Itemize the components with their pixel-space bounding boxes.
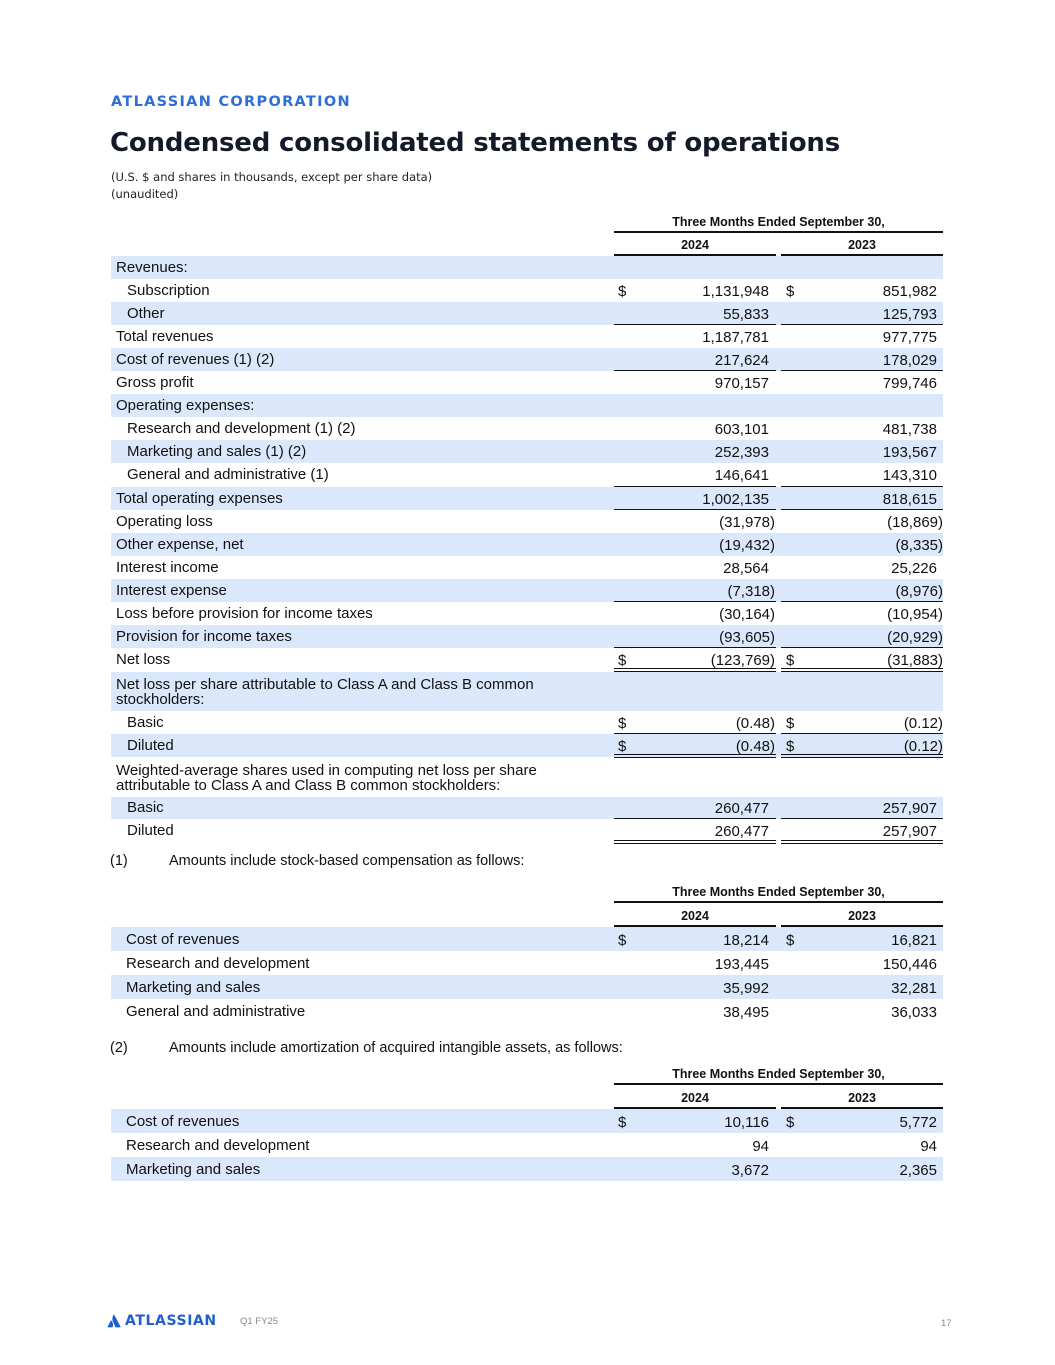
page-title: Condensed consolidated statements of operations: [110, 128, 841, 158]
currency-symbol: $: [786, 738, 795, 755]
row-label: Interest expense: [116, 582, 227, 599]
value-2023: 257,907: [882, 800, 937, 817]
value-2023: 150,446: [882, 956, 937, 973]
row-label: Operating loss: [116, 513, 213, 530]
table-row: [111, 394, 943, 417]
value-2023: 977,775: [882, 329, 937, 346]
row-label: Total operating expenses: [116, 490, 283, 507]
table-row: [111, 1157, 943, 1181]
table-row: [111, 256, 943, 279]
footnote-text: Amounts include stock-based compensation as follows:: [169, 853, 525, 869]
row-label: Cost of revenues (1) (2): [116, 351, 275, 368]
company-name: ATLASSIAN CORPORATION: [111, 94, 351, 110]
footer-logo: [107, 1313, 217, 1329]
row-label: Diluted: [127, 822, 174, 839]
value-2024: (30,164): [719, 606, 775, 623]
value-2023: 5,772: [899, 1114, 937, 1131]
row-label: Net loss per share attributable to Class A and Class B common: [116, 676, 534, 693]
row-label: Research and development (1) (2): [127, 420, 356, 437]
row-label: Basic: [127, 799, 164, 816]
value-2024: 217,624: [714, 352, 769, 369]
total-double-rule: [614, 840, 776, 844]
value-2023: 799,746: [882, 375, 937, 392]
value-2024: (19,432): [719, 537, 775, 554]
table-row: [111, 556, 943, 579]
value-2023: 36,033: [891, 1004, 937, 1021]
row-label: General and administrative (1): [127, 466, 329, 483]
table-row: [111, 625, 943, 648]
value-2024: (0.48): [735, 738, 775, 755]
value-2023: 94: [920, 1138, 937, 1155]
row-label: Cost of revenues: [126, 1113, 240, 1130]
table-row: [111, 371, 943, 394]
value-2024: 35,992: [723, 980, 769, 997]
row-label: Other expense, net: [116, 536, 244, 553]
table-row: [111, 417, 943, 440]
currency-symbol: $: [786, 932, 795, 949]
table-row: [111, 463, 943, 486]
subtitle-unaudited: (unaudited): [111, 187, 179, 201]
currency-symbol: $: [618, 1114, 627, 1131]
currency-symbol: $: [618, 932, 627, 949]
table-row: [111, 510, 943, 533]
table-row: [111, 975, 943, 999]
table-row: [111, 602, 943, 625]
row-label: Marketing and sales: [126, 979, 261, 996]
table-row: [111, 302, 943, 325]
table-row: [111, 579, 943, 602]
currency-symbol: $: [786, 283, 795, 300]
row-label: Other: [127, 305, 165, 322]
row-label: Interest income: [116, 559, 219, 576]
value-2023: (18,869): [887, 514, 943, 531]
value-2024: 38,495: [723, 1004, 769, 1021]
value-2023: 143,310: [882, 467, 937, 484]
row-label-continued: attributable to Class A and Class B common stockholders:: [116, 777, 501, 794]
table-row: [111, 533, 943, 556]
value-2023: (31,883): [887, 652, 943, 669]
value-2023: (0.12): [903, 715, 943, 732]
period-header: Three Months Ended September 30,: [672, 1067, 885, 1081]
row-label: Total revenues: [116, 328, 214, 345]
table-row: [111, 279, 943, 302]
currency-symbol: $: [786, 652, 795, 669]
row-label: Research and development: [126, 955, 310, 972]
year-2024-header: 2024: [681, 909, 709, 923]
value-2024: 3,672: [731, 1162, 769, 1179]
value-2024: 10,116: [724, 1114, 769, 1131]
table-row: [111, 1109, 943, 1133]
row-label: Revenues:: [116, 259, 188, 276]
value-2023: 2,365: [899, 1162, 937, 1179]
value-2024: (0.48): [735, 715, 775, 732]
footnote-number: (2): [110, 1040, 128, 1056]
value-2024: 260,477: [714, 823, 769, 840]
table-row: [111, 951, 943, 975]
value-2024: 55,833: [723, 306, 769, 323]
value-2024: 193,445: [714, 956, 769, 973]
row-label: General and administrative: [126, 1003, 306, 1020]
value-2023: (0.12): [903, 738, 943, 755]
footer-quarter: Q1 FY25: [240, 1316, 279, 1327]
value-2023: (10,954): [887, 606, 943, 623]
value-2023: 481,738: [882, 421, 937, 438]
table-row: [111, 325, 943, 348]
value-2023: 818,615: [882, 491, 937, 508]
currency-symbol: $: [618, 283, 627, 300]
value-2023: 257,907: [882, 823, 937, 840]
row-label: Operating expenses:: [116, 397, 255, 414]
value-2024: 603,101: [714, 421, 769, 438]
currency-symbol: $: [618, 652, 627, 669]
value-2024: (7,318): [727, 583, 775, 600]
value-2024: 252,393: [714, 444, 769, 461]
row-label: Marketing and sales (1) (2): [127, 443, 307, 460]
table-row: [111, 711, 943, 734]
row-label: Loss before provision for income taxes: [116, 605, 373, 622]
table-row: [111, 758, 943, 797]
value-2023: 851,982: [882, 283, 937, 300]
value-2024: 1,131,948: [702, 283, 769, 300]
period-header-rule: [614, 901, 943, 903]
period-header: Three Months Ended September 30,: [672, 215, 885, 229]
total-double-rule: [781, 840, 943, 844]
row-label: Provision for income taxes: [116, 628, 292, 645]
period-header-rule: [614, 231, 943, 233]
value-2023: 193,567: [882, 444, 937, 461]
row-label: Basic: [127, 714, 164, 731]
period-header-rule: [614, 1083, 943, 1085]
period-header: Three Months Ended September 30,: [672, 885, 885, 899]
page-number: 17: [941, 1318, 952, 1329]
table-row: [111, 1133, 943, 1157]
table-row: [111, 999, 943, 1023]
value-2023: (8,335): [895, 537, 943, 554]
table-row: [111, 927, 943, 951]
atlassian-logo-icon: [107, 1314, 121, 1328]
value-2024: 18,214: [723, 932, 769, 949]
row-label: Marketing and sales: [126, 1161, 261, 1178]
currency-symbol: $: [618, 738, 627, 755]
value-2024: 970,157: [714, 375, 769, 392]
value-2023: 25,226: [891, 560, 937, 577]
row-label: Gross profit: [116, 374, 194, 391]
table-row: [111, 487, 943, 510]
row-label: Net loss: [116, 651, 171, 668]
value-2024: (31,978): [719, 514, 775, 531]
currency-symbol: $: [786, 715, 795, 732]
table-row: [111, 819, 943, 841]
table-row: [111, 440, 943, 463]
year-2024-header: 2024: [681, 238, 709, 252]
footnote-text: Amounts include amortization of acquired intangible assets, as follows:: [169, 1040, 623, 1056]
value-2024: (123,769): [710, 652, 775, 669]
year-2023-header: 2023: [848, 238, 876, 252]
value-2023: 178,029: [882, 352, 937, 369]
year-2023-header: 2023: [848, 909, 876, 923]
value-2024: 94: [752, 1138, 769, 1155]
value-2023: (8,976): [895, 583, 943, 600]
value-2024: (93,605): [719, 629, 775, 646]
footer-brand: ATLASSIAN: [125, 1313, 217, 1329]
footnote-number: (1): [110, 853, 128, 869]
table-row: [111, 797, 943, 819]
row-label: Diluted: [127, 737, 174, 754]
value-2023: (20,929): [887, 629, 943, 646]
row-label: Subscription: [127, 282, 210, 299]
row-label: Weighted-average shares used in computing net loss per share: [116, 762, 537, 779]
currency-symbol: $: [618, 715, 627, 732]
value-2023: 125,793: [882, 306, 937, 323]
row-label-continued: stockholders:: [116, 691, 205, 708]
row-label: Research and development: [126, 1137, 310, 1154]
value-2024: 260,477: [714, 800, 769, 817]
subtitle-units: (U.S. $ and shares in thousands, except per share data): [111, 170, 433, 184]
value-2024: 28,564: [723, 560, 769, 577]
table-row: [111, 348, 943, 371]
row-label: Cost of revenues: [126, 931, 240, 948]
value-2024: 146,641: [714, 467, 769, 484]
year-2024-header: 2024: [681, 1091, 709, 1105]
value-2024: 1,187,781: [702, 329, 769, 346]
value-2023: 16,821: [891, 932, 937, 949]
value-2024: 1,002,135: [702, 491, 769, 508]
currency-symbol: $: [786, 1114, 795, 1131]
year-2023-header: 2023: [848, 1091, 876, 1105]
value-2023: 32,281: [891, 980, 937, 997]
table-row: [111, 672, 943, 711]
